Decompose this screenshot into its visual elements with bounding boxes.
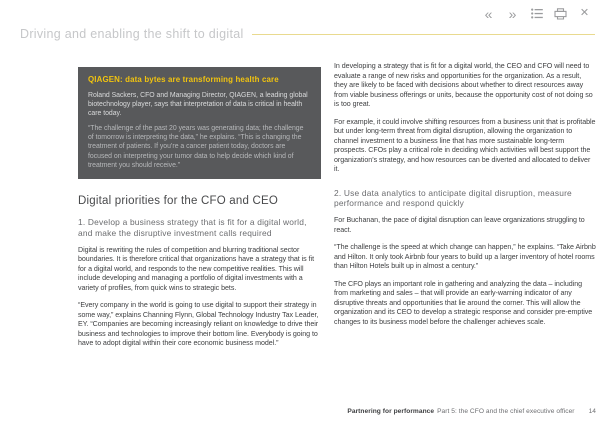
left-column — [78, 67, 321, 357]
page-title: Driving and enabling the shift to digital — [20, 27, 244, 41]
priority-1-subheading: 1. Develop a business strategy that is fit for a digital world, and make the disruptive investment calls required — [78, 216, 307, 238]
print-icon[interactable] — [553, 6, 568, 21]
body-paragraph: The CFO plays an important role in gathering and analyzing the data – including from marketing and sales – that will provide an early-warning indicator of any disruptive threats and opportunities that lie around the corner. This will allow the organization and its CEO to develop a strategic response and consider pre-emptive changes to its business model before the challenger achieves scale. — [334, 279, 593, 326]
section-heading: Digital priorities for the CFO and CEO — [78, 194, 278, 207]
page-footer — [347, 408, 596, 415]
body-paragraph: “The challenge is the speed at which change can happen,” he explains. “Take Airbnb and Hilton. It only took Airbnb four years to build up a larger inventory of hotel rooms than Hilton Hotels built up in almost a century.” — [334, 243, 596, 271]
footer-book-title: Partnering for performance — [347, 408, 435, 415]
right-body-text-top — [334, 62, 596, 175]
footer-chapter: Part 5: the CFO and the chief executive officer — [437, 408, 575, 415]
callout-title: QIAGEN: data bytes are transforming health care — [88, 75, 279, 84]
callout-paragraph: “The challenge of the past 20 years was generating data; the challenge of tomorrow is interpreting the data,” he explains. “This is changing the treatment of patients. If you’re a cancer patient today, doctors are focused on interpreting your tumor data to help decide which kind of treatment you should receive.” — [88, 125, 304, 169]
table-of-contents-icon[interactable] — [529, 6, 544, 21]
right-body-text-bottom — [334, 216, 596, 327]
viewer-toolbar — [481, 6, 592, 21]
body-paragraph: For Buchanan, the pace of digital disruption can leave organizations struggling to react. — [334, 216, 585, 234]
qiagen-callout-box — [78, 67, 321, 179]
body-paragraph: “Every company in the world is going to use digital to support their strategy in some way,” explains Channing Flynn, Global Technology Industry Tax Leader, EY. “Companies are becoming increasingly reliant on knowledge to drive their business and technologies to improve their bottom line. Everybody is going to have to adopt digital within their core economic business model.” — [78, 301, 319, 348]
body-paragraph: Digital is rewriting the rules of competition and blurring traditional sector boundaries. It is therefore critical that organizations have a strategy that is fit for a digital world, and responds to the new competitive realities. This will include developing and managing a portfolio of digital investments with a variety of profiles, from quick wins to strategic bets. — [78, 245, 315, 292]
right-column — [334, 62, 596, 335]
previous-page-icon[interactable]: « — [484, 5, 493, 22]
priority-2-subheading: 2. Use data analytics to anticipate digital disruption, measure performance and respond quickly — [334, 187, 572, 209]
footer-page-number: 14 — [588, 408, 596, 415]
left-body-text — [78, 246, 321, 349]
callout-paragraph: Roland Sackers, CFO and Managing Director, QIAGEN, a leading global biotechnology player, says that interpretation of data is critical in health care today. — [88, 91, 308, 118]
close-icon[interactable]: ✕ — [579, 7, 590, 19]
next-page-icon[interactable]: » — [508, 5, 517, 22]
page-header — [20, 27, 595, 41]
body-paragraph: In developing a strategy that is fit for a digital world, the CEO and CFO will need to evaluate a range of new risks and opportunities for the organization. As a result, they are likely to be faced with decisions about whether to direct resources away from viable business offerings or units, because the opportunity cost of not doing so is too great. — [334, 62, 593, 108]
title-rule — [252, 34, 595, 35]
body-paragraph: For example, it could involve shifting resources from a business unit that is profitable but under long-term threat from digital disruption, allowing the organization to channel investment to a business line that has more sustainable long-term prospects. CFOs play a critical role in deciding which activities will best support the organization’s strategy, and how resources can be diverted and allocated to deliver it. — [334, 117, 596, 173]
